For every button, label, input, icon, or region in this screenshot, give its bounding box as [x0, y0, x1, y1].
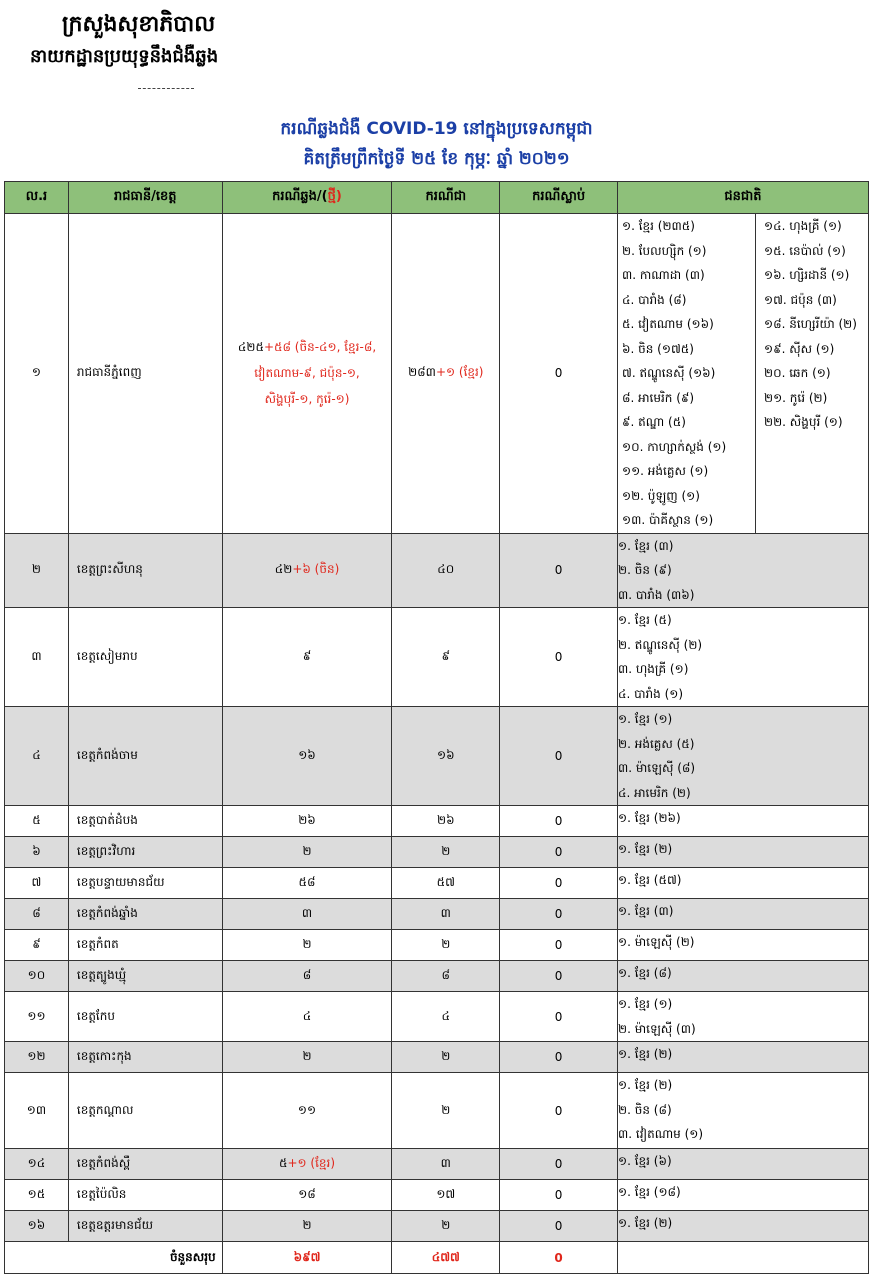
list-item: ២. ឥណ្ឌូនេស៊ី (២) — [618, 637, 703, 652]
list-item: ៣. វៀតណាម (១) — [618, 1127, 704, 1141]
cell-deaths: 0 — [500, 868, 618, 899]
cell-nationality — [618, 214, 869, 534]
total-nationality — [618, 1242, 869, 1274]
cell-deaths: 0 — [500, 533, 618, 608]
cell-deaths: 0 — [500, 608, 618, 707]
table-row — [5, 837, 869, 868]
cell-recovered: ២ — [392, 1073, 500, 1149]
cell-province: ខេត្តកណ្តាល — [68, 1073, 222, 1149]
cell-infected: ១៦ — [222, 707, 392, 806]
list-item: ១. ម៉ាឡេស៊ី (២) — [618, 935, 695, 949]
list-item: ១. ខ្មែរ (២) — [618, 1078, 673, 1092]
cell-no: ១៣ — [5, 1073, 69, 1149]
cell-nationality — [618, 961, 869, 992]
list-item: ៨. អាមេរិក (៩) — [622, 390, 695, 405]
cell-no: ១ — [5, 214, 69, 534]
list-item: ១១. អង់គ្លេស (១) — [622, 464, 709, 478]
cell-deaths: 0 — [500, 707, 618, 806]
cell-province: ខេត្តព្រះវិហារ — [68, 837, 222, 868]
list-item: ៣. បារាំង (៣៦) — [618, 587, 695, 602]
cell-deaths: 0 — [500, 1073, 618, 1149]
list-item: ១៥. នេប៉ាល់ (១) — [764, 243, 846, 258]
cell-province: ខេត្តកំពត — [68, 930, 222, 961]
cell-no: ១២ — [5, 1042, 69, 1073]
cell-province: ខេត្តកំពង់ឆ្នាំង — [68, 899, 222, 930]
cell-deaths: 0 — [500, 930, 618, 961]
list-item: ២០. ឆេក (១) — [764, 366, 831, 380]
cell-deaths: 0 — [500, 1211, 618, 1242]
cell-deaths: 0 — [500, 1149, 618, 1180]
cell-province: ខេត្តបាត់ដំបង — [68, 806, 222, 837]
list-item: ២. ចិន (៨) — [618, 1102, 672, 1117]
cell-nationality — [618, 930, 869, 961]
table-row — [5, 930, 869, 961]
cell-province: ខេត្តសៀមរាប — [68, 608, 222, 707]
table-row — [5, 1042, 869, 1073]
cell-recovered: ៤ — [392, 992, 500, 1042]
table-row — [5, 533, 869, 608]
header-province: រាជធានី/ខេត្ត — [68, 182, 222, 214]
cell-no: ៥ — [5, 806, 69, 837]
cell-recovered: ២ — [392, 837, 500, 868]
cell-nationality — [618, 533, 869, 608]
report-title: ករណីឆ្លងជំងឺ COVID-19 នៅក្នុងប្រទេសកម្ពុជា — [280, 119, 593, 139]
department-name: នាយកដ្ឋានប្រយុទ្ធនឹងជំងឺឆ្លង — [30, 46, 219, 67]
cell-no: ១៥ — [5, 1180, 69, 1211]
cell-province: ខេត្តកំពង់ចាម — [68, 707, 222, 806]
list-item: ១. ខ្មែរ (២៦) — [618, 811, 681, 825]
cell-recovered: ៣ — [392, 1149, 500, 1180]
cell-province: ខេត្តកោះកុង — [68, 1042, 222, 1073]
list-item: ១៧. ជប៉ុន (៣) — [764, 292, 837, 307]
list-item: ៤. អាមេរិក (២) — [618, 785, 691, 800]
cell-deaths: 0 — [500, 961, 618, 992]
cell-infected: ៩ — [222, 608, 392, 707]
table-row — [5, 1180, 869, 1211]
cell-no: ៨ — [5, 899, 69, 930]
table-header-row — [5, 182, 869, 214]
cell-province: រាជធានីភ្នំពេញ — [68, 214, 222, 534]
total-infected: ៦៩៧ — [222, 1242, 392, 1274]
cell-no: ១៦ — [5, 1211, 69, 1242]
list-item: ១០. កាហ្សាក់ស្ថង់ (១) — [622, 439, 727, 454]
header-recovered: ករណីជា — [392, 182, 500, 214]
list-item: ១. ខ្មែរ (២) — [618, 842, 673, 856]
cell-infected: ២ — [222, 1211, 392, 1242]
header-nationality: ជនជាតិ — [618, 182, 869, 214]
cell-infected: ១១ — [222, 1073, 392, 1149]
list-item: ១៨. នីហ្សេរីយ៉ា (២) — [764, 317, 857, 331]
cell-no: ៤ — [5, 707, 69, 806]
cell-recovered: ៥៧ — [392, 868, 500, 899]
list-item: ១. ខ្មែរ (៥) — [618, 613, 672, 627]
cell-nationality — [618, 806, 869, 837]
list-item: ១. ខ្មែរ (២៣៥) — [622, 219, 695, 233]
cell-infected: ៤២៥+៥៨ (ចិន-៤១, ខ្មែរ-៨, វៀតណាម-៩, ជប៉ុន-១, សិង្ហបុរី-១, កូរ៉េ-១) — [222, 214, 392, 534]
cell-infected: ៤ — [222, 992, 392, 1042]
total-label: ចំនួនសរុប — [5, 1242, 223, 1274]
table-row — [5, 1211, 869, 1242]
table-row — [5, 1149, 869, 1180]
cell-recovered: ១៦ — [392, 707, 500, 806]
cell-nationality — [618, 1073, 869, 1149]
table-row — [5, 961, 869, 992]
list-item: ២. បែលហ្ស៊ិក (១) — [622, 243, 707, 258]
cell-recovered: ៣ — [392, 899, 500, 930]
list-item: ១. ខ្មែរ (៣) — [618, 538, 674, 553]
table-row — [5, 899, 869, 930]
list-item: ១. ខ្មែរ (៣) — [618, 904, 674, 918]
cell-no: ៧ — [5, 868, 69, 899]
table-row — [5, 214, 869, 534]
cell-infected: ១៨ — [222, 1180, 392, 1211]
list-item: ១. ខ្មែរ (១) — [618, 997, 673, 1011]
list-item: ៤. បារាំង (១) — [618, 686, 684, 701]
list-item: ១៩. ស៊ីស (១) — [764, 341, 835, 356]
nat-list-left — [618, 214, 756, 533]
cell-no: ៣ — [5, 608, 69, 707]
cell-nationality — [618, 899, 869, 930]
cell-infected: ៨ — [222, 961, 392, 992]
cell-no: ១១ — [5, 992, 69, 1042]
list-item: ១៦. ហ្សិរដានី (១) — [764, 268, 850, 282]
cell-recovered: ១៧ — [392, 1180, 500, 1211]
cell-no: ១៤ — [5, 1149, 69, 1180]
list-item: ១. ខ្មែរ (៥៧) — [618, 873, 682, 887]
cell-no: ៩ — [5, 930, 69, 961]
list-item: ១. ខ្មែរ (៨) — [618, 966, 672, 980]
cell-infected: ៥+១ (ខ្មែរ) — [222, 1149, 392, 1180]
ministry-name: ក្រសួងសុខាភិបាល — [62, 12, 216, 37]
cell-recovered: ៩ — [392, 608, 500, 707]
nat-list-right — [756, 214, 857, 533]
cell-nationality — [618, 1149, 869, 1180]
cell-infected: ៤២+៦ (ចិន) — [222, 533, 392, 608]
cell-recovered: ៤០ — [392, 533, 500, 608]
cell-infected: ២ — [222, 930, 392, 961]
cell-deaths: 0 — [500, 214, 618, 534]
cell-province: ខេត្តព្រះសីហនុ — [68, 533, 222, 608]
cell-deaths: 0 — [500, 1042, 618, 1073]
covid-cases-table — [4, 181, 869, 1274]
cell-recovered: ២៨៣+១ (ខ្មែរ) — [392, 214, 500, 534]
header-no: ល.រ — [5, 182, 69, 214]
list-item: ៣. ម៉ាឡេស៊ី (៨) — [618, 761, 696, 775]
cell-recovered: ២ — [392, 930, 500, 961]
cell-infected: ៥៨ — [222, 868, 392, 899]
total-deaths: 0 — [500, 1242, 618, 1274]
list-item: ២. អង់គ្លេស (៥) — [618, 736, 695, 751]
table-row — [5, 992, 869, 1042]
list-item: ៣. កាណាដា (៣) — [622, 268, 705, 282]
cell-no: ៦ — [5, 837, 69, 868]
table-row — [5, 608, 869, 707]
list-item: ៥. វៀតណាម (១៦) — [622, 317, 714, 331]
cell-no: ១០ — [5, 961, 69, 992]
cell-recovered: ២ — [392, 1042, 500, 1073]
list-item: ២១. កូរ៉េ (២) — [764, 390, 828, 405]
cell-province: ខេត្តត្បូងឃ្មុំ — [68, 961, 222, 992]
list-item: ១. ខ្មែរ (៦) — [618, 1154, 672, 1168]
list-item: ១. ខ្មែរ (២) — [618, 1047, 673, 1061]
cell-nationality — [618, 992, 869, 1042]
cell-nationality — [618, 608, 869, 707]
table-row — [5, 707, 869, 806]
table-row — [5, 868, 869, 899]
list-item: ១. ខ្មែរ (១៨) — [618, 1185, 681, 1199]
list-item: ១៣. ប៉ាគីស្ថាន (១) — [622, 513, 714, 527]
cell-deaths: 0 — [500, 992, 618, 1042]
cell-nationality — [618, 868, 869, 899]
total-recovered: ៤៧៧ — [392, 1242, 500, 1274]
cell-infected: ២៦ — [222, 806, 392, 837]
cell-nationality — [618, 1211, 869, 1242]
header-deaths: ករណីស្លាប់ — [500, 182, 618, 214]
cell-province: ខេត្តកំពង់ស្ពឺ — [68, 1149, 222, 1180]
cell-province: ខេត្តបន្ទាយមានជ័យ — [68, 868, 222, 899]
cell-nationality — [618, 1042, 869, 1073]
cell-recovered: ២ — [392, 1211, 500, 1242]
list-item: ៦. ចិន (១៧៥) — [622, 341, 694, 356]
cell-nationality — [618, 1180, 869, 1211]
report-date: គិតត្រឹមព្រឹកថ្ងៃទី ២៥ ខែ កុម្ភៈ ឆ្នាំ ២០២១ — [303, 149, 570, 169]
cell-infected: ៣ — [222, 899, 392, 930]
cell-no: ២ — [5, 533, 69, 608]
total-row — [5, 1242, 869, 1274]
cell-deaths: 0 — [500, 899, 618, 930]
list-item: ១. ខ្មែរ (១) — [618, 712, 673, 726]
list-item: ២. ចិន (៩) — [618, 563, 672, 577]
header-divider — [138, 88, 194, 89]
list-item: ៣. ហុងគ្រី (១) — [618, 662, 689, 676]
list-item: ២. ម៉ាឡេស៊ី (៣) — [618, 1021, 696, 1036]
cell-province: ខេត្តកែប — [68, 992, 222, 1042]
cell-infected: ២ — [222, 837, 392, 868]
cell-recovered: ២៦ — [392, 806, 500, 837]
cell-nationality — [618, 707, 869, 806]
list-item: ១២. ប៉ូឡូញ (១) — [622, 488, 700, 503]
list-item: ៧. ឥណ្ឌូនេស៊ី (១៦) — [622, 366, 716, 380]
cell-infected: ២ — [222, 1042, 392, 1073]
table-row — [5, 1073, 869, 1149]
list-item: ៤. បារាំង (៨) — [622, 292, 687, 307]
cell-recovered: ៨ — [392, 961, 500, 992]
table-row — [5, 806, 869, 837]
cell-deaths: 0 — [500, 837, 618, 868]
cell-province: ខេត្តឧត្តរមានជ័យ — [68, 1211, 222, 1242]
list-item: ៩. ឥណ្ឌា (៥) — [622, 415, 686, 429]
cell-deaths: 0 — [500, 806, 618, 837]
list-item: ២២. សិង្ហបុរី (១) — [764, 415, 843, 429]
list-item: ១. ខ្មែរ (២) — [618, 1216, 673, 1230]
cell-nationality — [618, 837, 869, 868]
cell-province: ខេត្តប៉ៃលិន — [68, 1180, 222, 1211]
cell-deaths: 0 — [500, 1180, 618, 1211]
header-infected: ករណីឆ្លង/(ថ្មី) — [222, 182, 392, 214]
list-item: ១៤. ហុងគ្រី (១) — [764, 219, 842, 233]
